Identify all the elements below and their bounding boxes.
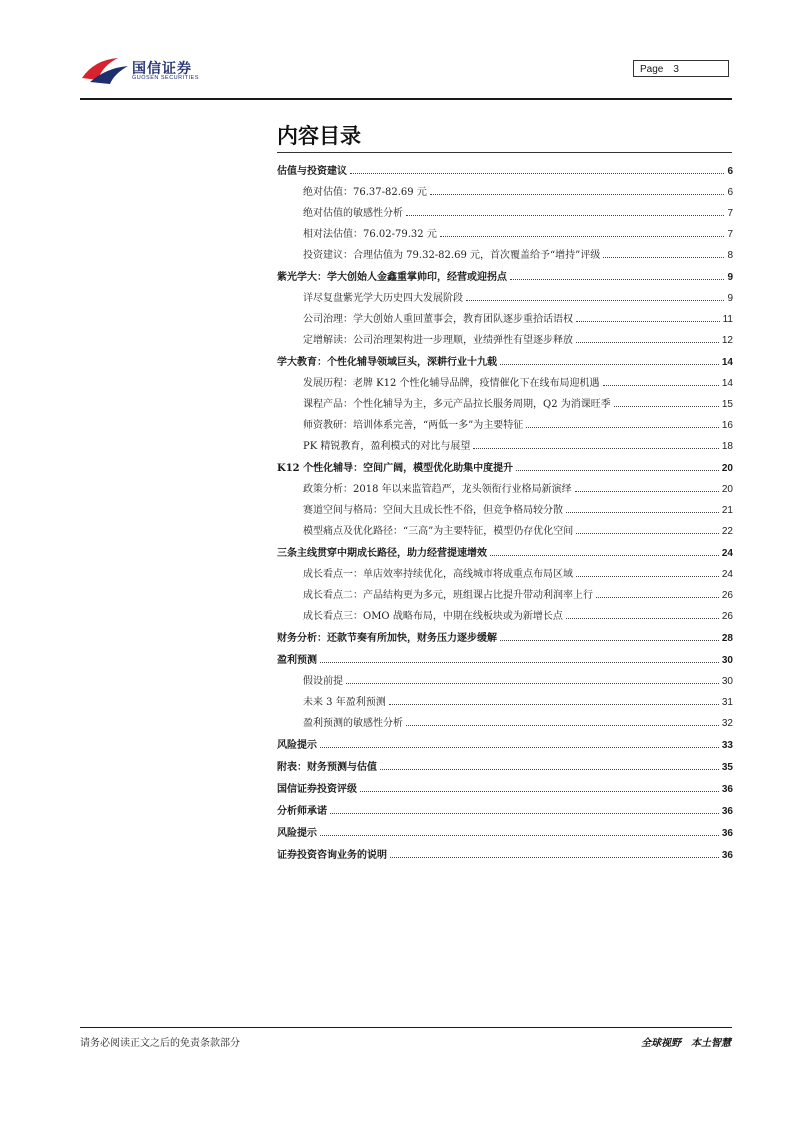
toc-entry-label: 绝对估值：76.37-82.69 元 bbox=[303, 187, 427, 198]
toc-leader-dots bbox=[360, 791, 719, 792]
toc-entry-label: 定增解读：公司治理架构进一步理顺，业绩弹性有望逐步释放 bbox=[303, 335, 573, 346]
toc-entry-label: 盈利预测 bbox=[277, 655, 317, 666]
toc-entry-page: 36 bbox=[721, 784, 733, 795]
header-divider bbox=[80, 98, 732, 100]
toc-entry-page: 36 bbox=[721, 806, 733, 817]
toc-subsection-entry[interactable] bbox=[277, 240, 733, 261]
toc-leader-dots bbox=[526, 427, 719, 428]
toc-entry-page: 30 bbox=[721, 655, 733, 666]
toc-section-entry[interactable] bbox=[277, 647, 733, 666]
table-of-contents bbox=[277, 158, 733, 861]
toc-section-entry[interactable] bbox=[277, 754, 733, 773]
toc-entry-page: 26 bbox=[721, 611, 733, 622]
toc-leader-dots bbox=[576, 533, 719, 534]
toc-leader-dots bbox=[490, 555, 719, 556]
toc-entry-page: 12 bbox=[721, 335, 733, 346]
footer-disclaimer: 请务必阅读正文之后的免责条款部分 bbox=[80, 1038, 240, 1049]
toc-section-entry[interactable] bbox=[277, 842, 733, 861]
toc-entry-page: 36 bbox=[721, 850, 733, 861]
toc-subsection-entry[interactable] bbox=[277, 198, 733, 219]
toc-leader-dots bbox=[576, 576, 719, 577]
toc-subsection-entry[interactable] bbox=[277, 325, 733, 346]
toc-entry-page: 24 bbox=[721, 548, 733, 559]
toc-entry-label: 国信证券投资评级 bbox=[277, 784, 357, 795]
toc-subsection-entry[interactable] bbox=[277, 389, 733, 410]
footer-slogan-1: 全球视野 bbox=[641, 1038, 681, 1049]
toc-subsection-entry[interactable] bbox=[277, 177, 733, 198]
toc-entry-label: 假设前提 bbox=[303, 676, 343, 687]
toc-leader-dots bbox=[510, 279, 724, 280]
guosen-logo bbox=[80, 56, 210, 86]
toc-section-entry[interactable] bbox=[277, 158, 733, 177]
guosen-logo-icon bbox=[80, 56, 130, 86]
toc-leader-dots bbox=[350, 173, 724, 174]
toc-entry-page: 20 bbox=[721, 484, 733, 495]
toc-entry-page: 8 bbox=[727, 250, 733, 261]
toc-leader-dots bbox=[330, 813, 719, 814]
toc-entry-page: 33 bbox=[721, 740, 733, 751]
toc-title: 内容目录 bbox=[277, 123, 361, 148]
page-indicator bbox=[633, 60, 729, 77]
toc-entry-label: 估值与投资建议 bbox=[277, 166, 347, 177]
toc-subsection-entry[interactable] bbox=[277, 666, 733, 687]
toc-entry-page: 35 bbox=[721, 762, 733, 773]
toc-subsection-entry[interactable] bbox=[277, 410, 733, 431]
toc-entry-label: 相对法估值：76.02-79.32 元 bbox=[303, 229, 437, 240]
page-label: Page bbox=[640, 64, 664, 75]
toc-leader-dots bbox=[389, 704, 719, 705]
toc-entry-label: 发展历程：老牌 K12 个性化辅导品牌，疫情催化下在线布局迎机遇 bbox=[303, 378, 600, 389]
toc-entry-page: 21 bbox=[721, 505, 733, 516]
toc-subsection-entry[interactable] bbox=[277, 708, 733, 729]
toc-entry-page: 14 bbox=[721, 357, 733, 368]
toc-entry-page: 6 bbox=[727, 166, 733, 177]
toc-entry-label: 证券投资咨询业务的说明 bbox=[277, 850, 387, 861]
toc-subsection-entry[interactable] bbox=[277, 687, 733, 708]
toc-entry-page: 30 bbox=[721, 676, 733, 687]
toc-leader-dots bbox=[576, 342, 719, 343]
toc-entry-page: 7 bbox=[727, 229, 733, 240]
toc-section-entry[interactable] bbox=[277, 264, 733, 283]
toc-entry-page: 16 bbox=[721, 420, 733, 431]
toc-entry-page: 32 bbox=[721, 718, 733, 729]
toc-entry-page: 24 bbox=[721, 569, 733, 580]
toc-entry-label: PK 精锐教育，盈利模式的对比与展望 bbox=[303, 441, 471, 452]
toc-leader-dots bbox=[440, 236, 725, 237]
toc-leader-dots bbox=[596, 597, 719, 598]
toc-leader-dots bbox=[566, 512, 719, 513]
toc-subsection-entry[interactable] bbox=[277, 431, 733, 452]
toc-entry-label: 成长看点一：单店效率持续优化，高线城市将成重点布局区域 bbox=[303, 569, 573, 580]
toc-subsection-entry[interactable] bbox=[277, 495, 733, 516]
toc-entry-label: 未来 3 年盈利预测 bbox=[303, 697, 386, 708]
toc-entry-label: 盈利预测的敏感性分析 bbox=[303, 718, 403, 729]
toc-section-entry[interactable] bbox=[277, 776, 733, 795]
toc-leader-dots bbox=[500, 364, 719, 365]
toc-leader-dots bbox=[320, 835, 719, 836]
toc-entry-label: 风险提示 bbox=[277, 828, 317, 839]
toc-entry-page: 14 bbox=[721, 378, 733, 389]
toc-section-entry[interactable] bbox=[277, 455, 733, 474]
toc-leader-dots bbox=[406, 215, 724, 216]
toc-subsection-entry[interactable] bbox=[277, 304, 733, 325]
toc-subsection-entry[interactable] bbox=[277, 283, 733, 304]
toc-entry-label: 赛道空间与格局：空间大且成长性不俗，但竞争格局较分散 bbox=[303, 505, 563, 516]
toc-entry-page: 11 bbox=[722, 314, 733, 325]
toc-entry-page: 31 bbox=[721, 697, 733, 708]
toc-leader-dots bbox=[380, 769, 719, 770]
toc-entry-label: 详尽复盘紫光学大历史四大发展阶段 bbox=[303, 293, 463, 304]
toc-section-entry[interactable] bbox=[277, 732, 733, 751]
toc-entry-page: 22 bbox=[721, 526, 733, 537]
toc-entry-label: 模型痛点及优化路径：“三高”为主要特征，模型仍存优化空间 bbox=[303, 526, 574, 537]
toc-entry-label: 财务分析：还款节奏有所加快，财务压力逐步缓解 bbox=[277, 633, 497, 644]
toc-title-divider bbox=[277, 152, 732, 153]
logo-subtext: GUOSEN SECURITIES bbox=[132, 75, 199, 81]
toc-leader-dots bbox=[603, 257, 724, 258]
footer-slogan-2: 本土智慧 bbox=[691, 1038, 731, 1049]
toc-entry-label: 师资教研：培训体系完善，“两低一多”为主要特征 bbox=[303, 420, 524, 431]
toc-subsection-entry[interactable] bbox=[277, 601, 733, 622]
toc-subsection-entry[interactable] bbox=[277, 516, 733, 537]
toc-leader-dots bbox=[516, 470, 719, 471]
toc-leader-dots bbox=[566, 618, 719, 619]
toc-subsection-entry[interactable] bbox=[277, 580, 733, 601]
toc-entry-label: 绝对估值的敏感性分析 bbox=[303, 208, 403, 219]
toc-leader-dots bbox=[614, 406, 719, 407]
toc-section-entry[interactable] bbox=[277, 625, 733, 644]
toc-leader-dots bbox=[406, 725, 719, 726]
toc-entry-label: 政策分析：2018 年以来监管趋严，龙头领衔行业格局新演绎 bbox=[303, 484, 572, 495]
toc-entry-label: 成长看点二：产品结构更为多元，班组课占比提升带动利润率上行 bbox=[303, 590, 593, 601]
toc-leader-dots bbox=[430, 194, 725, 195]
toc-leader-dots bbox=[575, 491, 719, 492]
toc-section-entry[interactable] bbox=[277, 540, 733, 559]
toc-entry-page: 6 bbox=[727, 187, 733, 198]
toc-leader-dots bbox=[576, 321, 720, 322]
toc-leader-dots bbox=[500, 640, 719, 641]
toc-leader-dots bbox=[466, 300, 724, 301]
toc-entry-page: 15 bbox=[721, 399, 733, 410]
toc-entry-label: 成长看点三：OMO 战略布局，中期在线板块或为新增长点 bbox=[303, 611, 563, 622]
toc-entry-page: 9 bbox=[727, 293, 733, 304]
toc-subsection-entry[interactable] bbox=[277, 219, 733, 240]
toc-entry-label: 公司治理：学大创始人重回董事会，教育团队逐步重拾话语权 bbox=[303, 314, 573, 325]
toc-subsection-entry[interactable] bbox=[277, 368, 733, 389]
toc-entry-label: 三条主线贯穿中期成长路径，助力经营提速增效 bbox=[277, 548, 487, 559]
page-number: 3 bbox=[673, 64, 679, 75]
toc-entry-label: 投资建议：合理估值为 79.32-82.69 元，首次覆盖给予“增持”评级 bbox=[303, 250, 601, 261]
toc-entry-label: K12 个性化辅导：空间广阔，模型优化助集中度提升 bbox=[277, 463, 514, 474]
toc-leader-dots bbox=[346, 683, 719, 684]
toc-entry-page: 18 bbox=[721, 441, 733, 452]
toc-entry-label: 附表：财务预测与估值 bbox=[277, 762, 377, 773]
toc-leader-dots bbox=[390, 857, 719, 858]
toc-entry-page: 7 bbox=[727, 208, 733, 219]
toc-entry-label: 风险提示 bbox=[277, 740, 317, 751]
toc-entry-page: 26 bbox=[721, 590, 733, 601]
toc-leader-dots bbox=[320, 747, 719, 748]
toc-subsection-entry[interactable] bbox=[277, 474, 733, 495]
toc-entry-label: 课程产品：个性化辅导为主，多元产品拉长服务周期，Q2 为消课旺季 bbox=[303, 399, 611, 410]
toc-entry-label: 学大教育：个性化辅导领域巨头，深耕行业十九载 bbox=[277, 357, 497, 368]
toc-entry-page: 28 bbox=[721, 633, 733, 644]
toc-section-entry[interactable] bbox=[277, 820, 733, 839]
toc-leader-dots bbox=[473, 448, 718, 449]
toc-leader-dots bbox=[603, 385, 719, 386]
footer-slogan bbox=[641, 1034, 731, 1049]
footer-divider bbox=[80, 1027, 732, 1028]
toc-entry-label: 紫光学大：学大创始人金鑫重掌帅印，经营或迎拐点 bbox=[277, 272, 507, 283]
toc-entry-label: 分析师承诺 bbox=[277, 806, 327, 817]
toc-entry-page: 36 bbox=[721, 828, 733, 839]
toc-entry-page: 20 bbox=[721, 463, 733, 474]
toc-subsection-entry[interactable] bbox=[277, 559, 733, 580]
toc-section-entry[interactable] bbox=[277, 798, 733, 817]
toc-section-entry[interactable] bbox=[277, 349, 733, 368]
toc-leader-dots bbox=[320, 662, 719, 663]
logo-text: 国信证券 bbox=[132, 61, 192, 77]
toc-entry-page: 9 bbox=[727, 272, 733, 283]
